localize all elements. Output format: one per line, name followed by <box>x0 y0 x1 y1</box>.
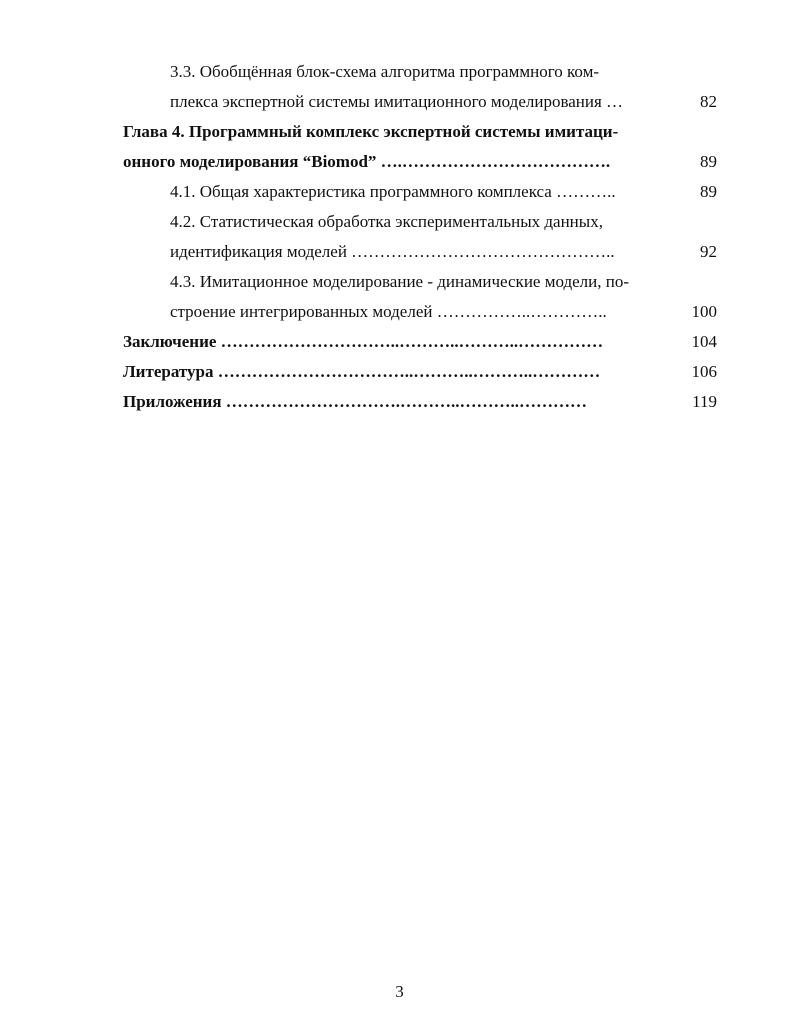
toc-entry-4-3-line-2: строение интегрированных моделей ……………..………….. <box>170 302 607 321</box>
toc-entry-3-3-line-2: плекса экспертной системы имитационного моделирования … <box>170 92 624 111</box>
toc-appendix-page: 119 <box>692 392 717 411</box>
toc-conclusion: Заключение …………………………..………..………..…………… <box>123 332 604 351</box>
toc-conclusion-page: 104 <box>691 332 717 351</box>
toc-appendix: Приложения ………………………….………..………..………… <box>123 392 588 411</box>
toc-entry-4-2-line-1: 4.2. Статистическая обработка экспериментальных данных, <box>170 212 603 231</box>
page-number: 3 <box>395 982 404 1001</box>
toc-entry-4-2-page: 92 <box>700 242 717 261</box>
toc-chapter-4-line-2: онного моделирования “Biomod” ….………………………………. <box>123 152 611 171</box>
toc-entry-4-3-line-1: 4.3. Имитационное моделирование - динамические модели, по- <box>170 272 630 291</box>
toc-literature-page: 106 <box>691 362 717 381</box>
toc-entry-3-3-line-1: 3.3. Обобщённая блок-схема алгоритма программного ком- <box>170 62 599 81</box>
toc-entry-4-2-line-2: идентификация моделей ……………………………………….. <box>170 242 615 261</box>
toc-literature: Литература ……………………………..………..………..………… <box>123 362 601 381</box>
toc-chapter-4-page: 89 <box>700 152 717 171</box>
toc-entry-4-1-page: 89 <box>700 182 717 201</box>
toc-entry-4-3-page: 100 <box>691 302 717 321</box>
toc-entry-3-3-page: 82 <box>700 92 717 111</box>
toc-chapter-4-line-1: Глава 4. Программный комплекс экспертной системы имитаци- <box>123 122 619 141</box>
toc-entry-4-1: 4.1. Общая характеристика программного комплекса ……….. <box>170 182 616 201</box>
